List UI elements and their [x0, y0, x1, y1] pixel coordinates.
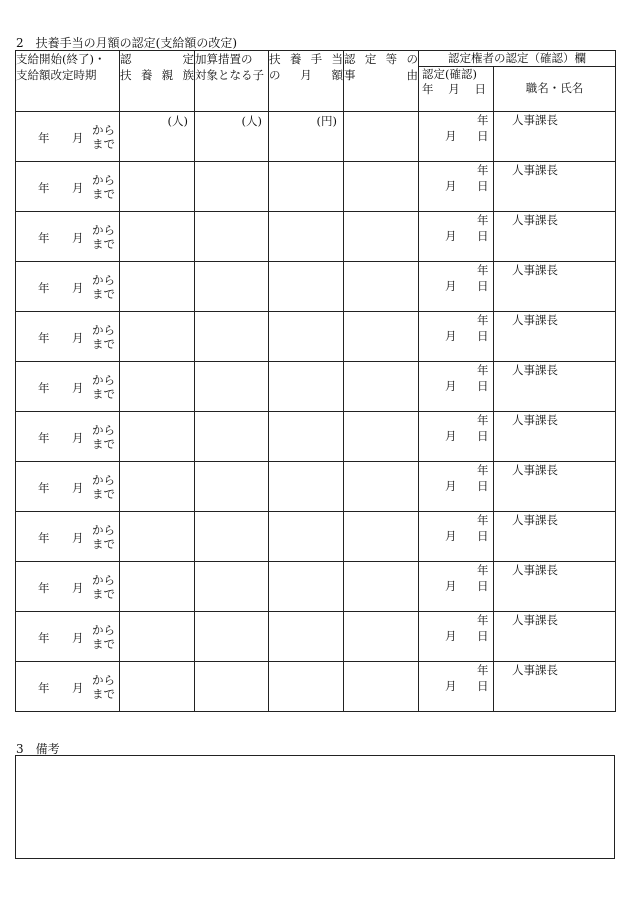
- reason-cell[interactable]: [344, 212, 419, 262]
- date-day-label: 日: [477, 679, 489, 693]
- approver-cell[interactable]: [494, 262, 616, 312]
- date-month-label: 月: [445, 429, 457, 443]
- dependents-cell[interactable]: [120, 362, 195, 412]
- date-year-label: 年: [477, 513, 489, 527]
- yen-unit: (円): [316, 114, 337, 128]
- header-children: 加算措置の 対象となる子: [195, 51, 269, 112]
- section-2-title: 2 扶養手当の月額の認定(支給額の改定): [16, 36, 237, 50]
- from-label: から: [92, 473, 115, 487]
- date-day-label: 日: [477, 629, 489, 643]
- from-label: から: [92, 573, 115, 587]
- date-cell[interactable]: [419, 412, 494, 462]
- children-cell[interactable]: [195, 312, 269, 362]
- date-year-label: 年: [477, 663, 489, 677]
- monthly-cell[interactable]: [269, 412, 344, 462]
- table-row: [16, 662, 616, 712]
- allowance-table: [15, 50, 616, 712]
- month-label: 月: [72, 531, 84, 545]
- reason-cell[interactable]: [344, 612, 419, 662]
- until-label: まで: [92, 537, 115, 551]
- reason-cell[interactable]: [344, 562, 419, 612]
- dependents-cell[interactable]: [120, 412, 195, 462]
- date-day-label: 日: [477, 379, 489, 393]
- period-cell[interactable]: [16, 112, 120, 162]
- children-cell[interactable]: [195, 662, 269, 712]
- date-month-label: 月: [445, 479, 457, 493]
- approver-cell[interactable]: [494, 162, 616, 212]
- approver-title: 人事課長: [512, 263, 558, 277]
- table-row: [16, 112, 616, 162]
- date-year-label: 年: [477, 113, 489, 127]
- reason-cell[interactable]: [344, 362, 419, 412]
- date-month-label: 月: [445, 529, 457, 543]
- until-label: まで: [92, 387, 115, 401]
- period-cell[interactable]: [16, 662, 120, 712]
- date-month-label: 月: [445, 579, 457, 593]
- header-period: 支給開始(終了)・ 支給額改定時期: [16, 51, 120, 112]
- approver-title: 人事課長: [512, 513, 558, 527]
- month-label: 月: [72, 581, 84, 595]
- dependents-cell[interactable]: [120, 512, 195, 562]
- year-label: 年: [38, 431, 50, 445]
- table-row: [16, 362, 616, 412]
- date-month-label: 月: [445, 129, 457, 143]
- until-label: まで: [92, 337, 115, 351]
- from-label: から: [92, 323, 115, 337]
- date-month-label: 月: [445, 329, 457, 343]
- from-label: から: [92, 623, 115, 637]
- dependents-cell[interactable]: [120, 662, 195, 712]
- header-monthly: 扶 養 手 当 の 月 額: [269, 51, 344, 112]
- year-label: 年: [38, 681, 50, 695]
- period-cell[interactable]: [16, 162, 120, 212]
- date-cell[interactable]: [419, 262, 494, 312]
- date-cell[interactable]: [419, 662, 494, 712]
- reason-cell[interactable]: [344, 312, 419, 362]
- year-label: 年: [38, 131, 50, 145]
- approver-cell[interactable]: [494, 512, 616, 562]
- year-label: 年: [38, 381, 50, 395]
- date-month-label: 月: [445, 379, 457, 393]
- month-label: 月: [72, 381, 84, 395]
- from-label: から: [92, 223, 115, 237]
- header-reason: 認 定 等 の 事 由: [344, 51, 419, 112]
- period-cell[interactable]: [16, 462, 120, 512]
- section-3-title: 3 備考: [16, 742, 60, 756]
- monthly-cell[interactable]: [269, 262, 344, 312]
- reason-cell[interactable]: [344, 412, 419, 462]
- people-unit: (人): [241, 114, 262, 128]
- date-day-label: 日: [477, 179, 489, 193]
- dependents-cell[interactable]: [120, 312, 195, 362]
- date-day-label: 日: [477, 229, 489, 243]
- table-row: [16, 262, 616, 312]
- year-label: 年: [38, 281, 50, 295]
- monthly-cell[interactable]: [269, 462, 344, 512]
- table-row: [16, 212, 616, 262]
- date-year-label: 年: [477, 563, 489, 577]
- approver-cell[interactable]: [494, 362, 616, 412]
- period-cell[interactable]: [16, 362, 120, 412]
- approver-title: 人事課長: [512, 663, 558, 677]
- reason-cell[interactable]: [344, 462, 419, 512]
- dependents-cell[interactable]: [120, 612, 195, 662]
- year-label: 年: [38, 181, 50, 195]
- reason-cell[interactable]: [344, 512, 419, 562]
- date-cell[interactable]: [419, 612, 494, 662]
- from-label: から: [92, 523, 115, 537]
- until-label: まで: [92, 437, 115, 451]
- date-cell[interactable]: [419, 562, 494, 612]
- children-cell[interactable]: [195, 262, 269, 312]
- from-label: から: [92, 273, 115, 287]
- date-year-label: 年: [477, 263, 489, 277]
- children-cell[interactable]: [195, 162, 269, 212]
- dependents-cell[interactable]: [120, 562, 195, 612]
- table-row: [16, 412, 616, 462]
- children-cell[interactable]: [195, 212, 269, 262]
- dependents-cell[interactable]: [120, 212, 195, 262]
- header-title-name: 職名・氏名: [494, 67, 616, 112]
- from-label: から: [92, 673, 115, 687]
- month-label: 月: [72, 681, 84, 695]
- period-cell[interactable]: [16, 212, 120, 262]
- approver-title: 人事課長: [512, 113, 558, 127]
- monthly-cell[interactable]: [269, 362, 344, 412]
- from-label: から: [92, 423, 115, 437]
- date-month-label: 月: [445, 629, 457, 643]
- monthly-cell[interactable]: [269, 162, 344, 212]
- month-label: 月: [72, 131, 84, 145]
- date-year-label: 年: [477, 213, 489, 227]
- date-cell[interactable]: [419, 112, 494, 162]
- approver-cell[interactable]: [494, 212, 616, 262]
- date-month-label: 月: [445, 279, 457, 293]
- approver-title: 人事課長: [512, 563, 558, 577]
- monthly-cell[interactable]: [269, 112, 344, 162]
- until-label: まで: [92, 637, 115, 651]
- children-cell[interactable]: [195, 112, 269, 162]
- until-label: まで: [92, 137, 115, 151]
- month-label: 月: [72, 431, 84, 445]
- monthly-cell[interactable]: [269, 612, 344, 662]
- monthly-cell[interactable]: [269, 212, 344, 262]
- approver-title: 人事課長: [512, 213, 558, 227]
- header-date: 認定(確認) 年 月 日: [419, 67, 494, 112]
- date-day-label: 日: [477, 529, 489, 543]
- approver-cell[interactable]: [494, 412, 616, 462]
- approver-cell[interactable]: [494, 112, 616, 162]
- month-label: 月: [72, 281, 84, 295]
- date-cell[interactable]: [419, 512, 494, 562]
- month-label: 月: [72, 231, 84, 245]
- period-cell[interactable]: [16, 612, 120, 662]
- year-label: 年: [38, 231, 50, 245]
- year-label: 年: [38, 581, 50, 595]
- header-dependents: 認 定 扶 養 親 族: [120, 51, 195, 112]
- approver-title: 人事課長: [512, 413, 558, 427]
- until-label: まで: [92, 587, 115, 601]
- date-year-label: 年: [477, 313, 489, 327]
- children-cell[interactable]: [195, 462, 269, 512]
- approver-title: 人事課長: [512, 313, 558, 327]
- period-cell[interactable]: [16, 562, 120, 612]
- period-cell[interactable]: [16, 312, 120, 362]
- until-label: まで: [92, 687, 115, 701]
- date-year-label: 年: [477, 163, 489, 177]
- from-label: から: [92, 123, 115, 137]
- date-cell[interactable]: [419, 162, 494, 212]
- reason-cell[interactable]: [344, 162, 419, 212]
- period-cell[interactable]: [16, 412, 120, 462]
- from-label: から: [92, 373, 115, 387]
- children-cell[interactable]: [195, 612, 269, 662]
- table-row: [16, 312, 616, 362]
- approver-cell[interactable]: [494, 612, 616, 662]
- monthly-cell[interactable]: [269, 662, 344, 712]
- month-label: 月: [72, 331, 84, 345]
- reason-cell[interactable]: [344, 262, 419, 312]
- approver-title: 人事課長: [512, 163, 558, 177]
- table-row: [16, 512, 616, 562]
- table-row: [16, 612, 616, 662]
- until-label: まで: [92, 237, 115, 251]
- table-row: [16, 562, 616, 612]
- approver-title: 人事課長: [512, 363, 558, 377]
- month-label: 月: [72, 181, 84, 195]
- reason-cell[interactable]: [344, 112, 419, 162]
- month-label: 月: [72, 631, 84, 645]
- approver-cell[interactable]: [494, 562, 616, 612]
- until-label: まで: [92, 187, 115, 201]
- approver-cell[interactable]: [494, 662, 616, 712]
- date-day-label: 日: [477, 329, 489, 343]
- remarks-box[interactable]: [15, 755, 615, 859]
- monthly-cell[interactable]: [269, 562, 344, 612]
- date-cell[interactable]: [419, 312, 494, 362]
- approver-title: 人事課長: [512, 463, 558, 477]
- table-row: [16, 462, 616, 512]
- children-cell[interactable]: [195, 362, 269, 412]
- until-label: まで: [92, 287, 115, 301]
- dependents-cell[interactable]: [120, 462, 195, 512]
- date-day-label: 日: [477, 479, 489, 493]
- date-year-label: 年: [477, 413, 489, 427]
- date-year-label: 年: [477, 613, 489, 627]
- approver-title: 人事課長: [512, 613, 558, 627]
- date-year-label: 年: [477, 463, 489, 477]
- year-label: 年: [38, 631, 50, 645]
- people-unit: (人): [167, 114, 188, 128]
- children-cell[interactable]: [195, 562, 269, 612]
- monthly-cell[interactable]: [269, 312, 344, 362]
- approver-cell[interactable]: [494, 462, 616, 512]
- date-cell[interactable]: [419, 212, 494, 262]
- period-cell[interactable]: [16, 512, 120, 562]
- from-label: から: [92, 173, 115, 187]
- dependents-cell[interactable]: [120, 112, 195, 162]
- year-label: 年: [38, 481, 50, 495]
- date-cell[interactable]: [419, 462, 494, 512]
- date-day-label: 日: [477, 279, 489, 293]
- date-month-label: 月: [445, 679, 457, 693]
- date-day-label: 日: [477, 129, 489, 143]
- year-label: 年: [38, 531, 50, 545]
- children-cell[interactable]: [195, 412, 269, 462]
- date-day-label: 日: [477, 579, 489, 593]
- table-row: [16, 162, 616, 212]
- year-label: 年: [38, 331, 50, 345]
- header-approver-group: 認定権者の認定（確認）欄: [419, 51, 616, 67]
- date-cell[interactable]: [419, 362, 494, 412]
- reason-cell[interactable]: [344, 662, 419, 712]
- dependents-cell[interactable]: [120, 162, 195, 212]
- monthly-cell[interactable]: [269, 512, 344, 562]
- date-month-label: 月: [445, 179, 457, 193]
- month-label: 月: [72, 481, 84, 495]
- children-cell[interactable]: [195, 512, 269, 562]
- date-month-label: 月: [445, 229, 457, 243]
- approver-cell[interactable]: [494, 312, 616, 362]
- date-day-label: 日: [477, 429, 489, 443]
- until-label: まで: [92, 487, 115, 501]
- period-cell[interactable]: [16, 262, 120, 312]
- date-year-label: 年: [477, 363, 489, 377]
- dependents-cell[interactable]: [120, 262, 195, 312]
